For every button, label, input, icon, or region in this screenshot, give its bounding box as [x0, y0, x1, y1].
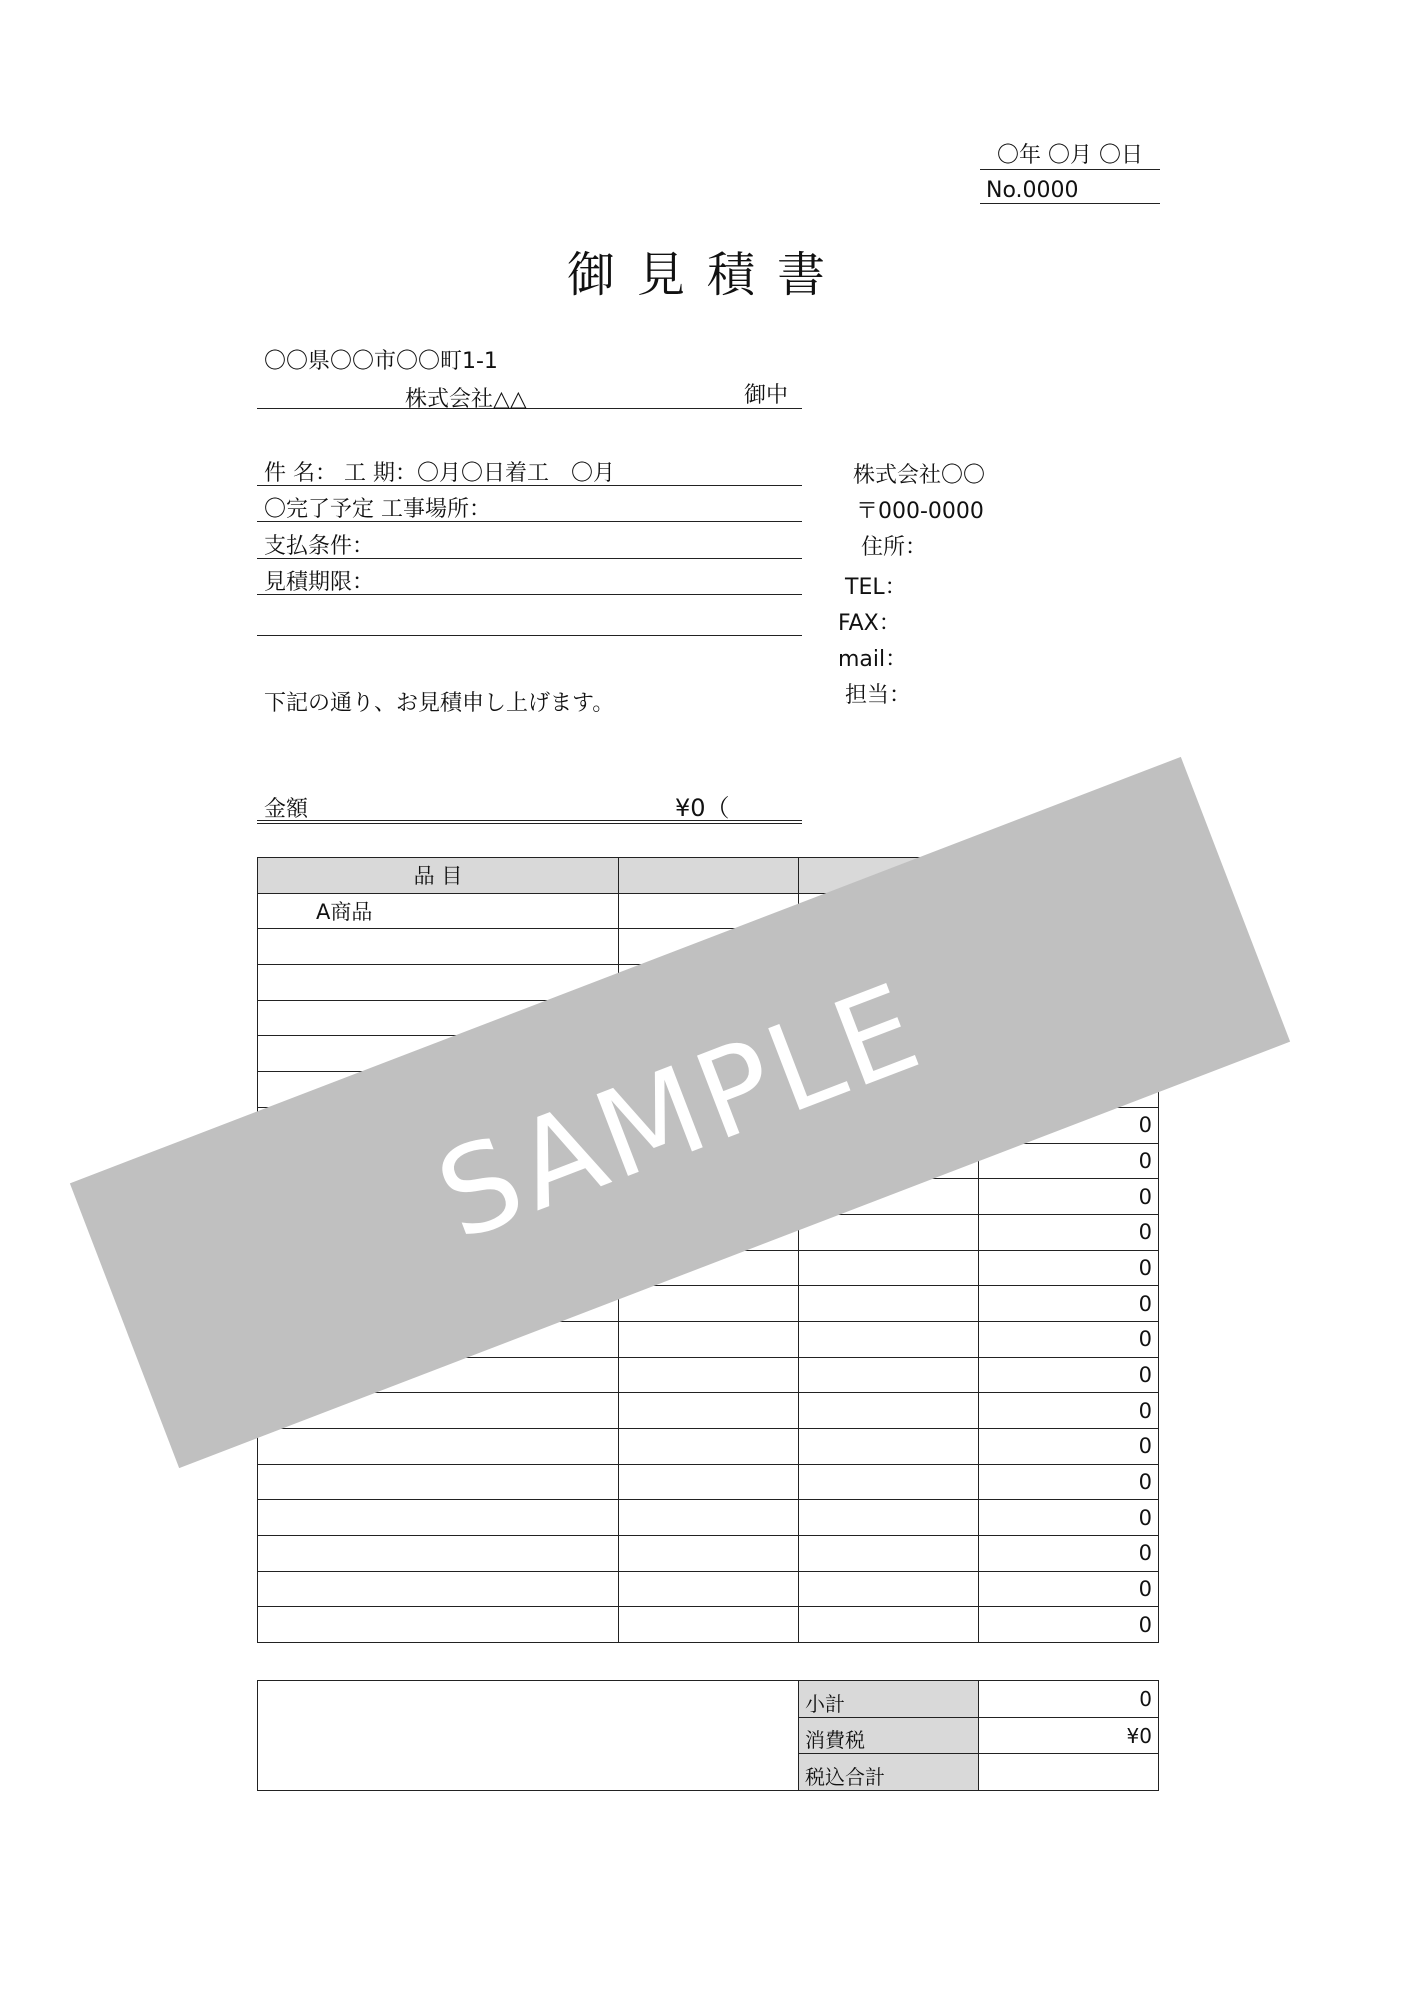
recipient-company: 株式会社△△	[405, 387, 527, 412]
blank-line	[257, 602, 802, 636]
table-cell	[619, 1429, 799, 1465]
total-value	[979, 1754, 1159, 1791]
table-cell: 0	[979, 1607, 1159, 1643]
table-cell	[258, 1607, 619, 1643]
table-row	[258, 1393, 1159, 1429]
table-cell	[799, 1607, 979, 1643]
subtotal-row	[258, 1681, 1159, 1718]
issuer-mail-label: mail：	[838, 647, 908, 672]
table-cell: 0	[979, 1107, 1159, 1143]
table-cell: 0	[979, 1536, 1159, 1572]
issuer-postal: 〒000-0000	[856, 499, 984, 524]
table-row	[258, 1571, 1159, 1607]
table-cell	[619, 1607, 799, 1643]
header-cell: 品 目	[258, 858, 619, 894]
table-cell: 0	[979, 1393, 1159, 1429]
table-cell	[799, 1357, 979, 1393]
recipient-address: 〇〇県〇〇市〇〇町1-1	[264, 349, 498, 374]
amount-value: ¥0（	[675, 794, 730, 822]
table-cell: 0	[979, 1571, 1159, 1607]
table-cell	[619, 1464, 799, 1500]
table-cell	[619, 1571, 799, 1607]
table-cell	[258, 1571, 619, 1607]
table-cell: A商品	[258, 893, 619, 929]
table-cell	[799, 1393, 979, 1429]
remarks-cell	[258, 1681, 799, 1791]
table-cell	[799, 1286, 979, 1322]
subtotal-value: 0	[979, 1681, 1159, 1718]
tax-value: ¥0	[979, 1717, 1159, 1754]
table-cell: 0	[979, 1500, 1159, 1536]
table-cell: 0	[979, 1286, 1159, 1322]
table-cell	[799, 1536, 979, 1572]
header-cell	[619, 858, 799, 894]
table-cell: 0	[979, 1357, 1159, 1393]
table-cell	[799, 1571, 979, 1607]
issuer-fax-label: FAX：	[838, 611, 901, 636]
table-cell	[799, 1429, 979, 1465]
amount-label: 金額	[264, 797, 309, 822]
table-cell	[799, 1250, 979, 1286]
table-cell	[619, 1286, 799, 1322]
table-cell	[258, 1464, 619, 1500]
issuer-tel-label: TEL：	[845, 575, 907, 600]
table-cell	[258, 929, 619, 965]
table-cell: 0	[979, 1143, 1159, 1179]
table-cell: 0	[979, 1250, 1159, 1286]
table-row	[258, 1607, 1159, 1643]
payment-terms: 支払条件：	[257, 529, 802, 559]
issuer-contact-label: 担当：	[845, 683, 912, 708]
subtotal-label: 小計	[799, 1681, 979, 1718]
watermark-text: SAMPLE	[420, 957, 940, 1268]
table-cell: 0	[979, 1321, 1159, 1357]
recipient-honorific: 御中	[744, 383, 789, 408]
table-row	[258, 1536, 1159, 1572]
table-cell	[619, 1536, 799, 1572]
table-row	[258, 1429, 1159, 1465]
table-cell	[619, 1393, 799, 1429]
total-label: 税込合計	[799, 1754, 979, 1791]
table-cell: 0	[979, 1464, 1159, 1500]
intro-text: 下記の通り、お見積申し上げます。	[264, 691, 615, 716]
table-cell	[258, 1536, 619, 1572]
summary-table	[257, 1680, 1159, 1791]
amount-row	[257, 788, 802, 824]
project-line-2: 〇完了予定 工事場所：	[257, 492, 802, 522]
table-cell	[619, 1357, 799, 1393]
issuer-company: 株式会社〇〇	[853, 463, 986, 488]
recipient-line	[257, 372, 802, 412]
table-cell: 0	[979, 1214, 1159, 1250]
document-number: No.0000	[980, 178, 1160, 204]
table-cell	[619, 1321, 799, 1357]
table-cell: 0	[979, 1429, 1159, 1465]
quote-validity: 見積期限：	[257, 565, 802, 595]
issuer-address-label: 住所：	[861, 535, 928, 560]
tax-label: 消費税	[799, 1717, 979, 1754]
table-cell	[799, 1500, 979, 1536]
issue-date: 〇年 〇月 〇日	[980, 138, 1160, 170]
table-cell	[258, 1429, 619, 1465]
table-cell	[619, 1500, 799, 1536]
table-row	[258, 1500, 1159, 1536]
table-row	[258, 1464, 1159, 1500]
table-cell: 0	[979, 1179, 1159, 1215]
project-line-1: 件 名： 工 期：〇月〇日着工 〇月	[257, 456, 802, 486]
table-cell	[799, 1464, 979, 1500]
table-cell	[258, 1500, 619, 1536]
document-title: 御見積書	[566, 247, 847, 303]
table-cell	[799, 1321, 979, 1357]
